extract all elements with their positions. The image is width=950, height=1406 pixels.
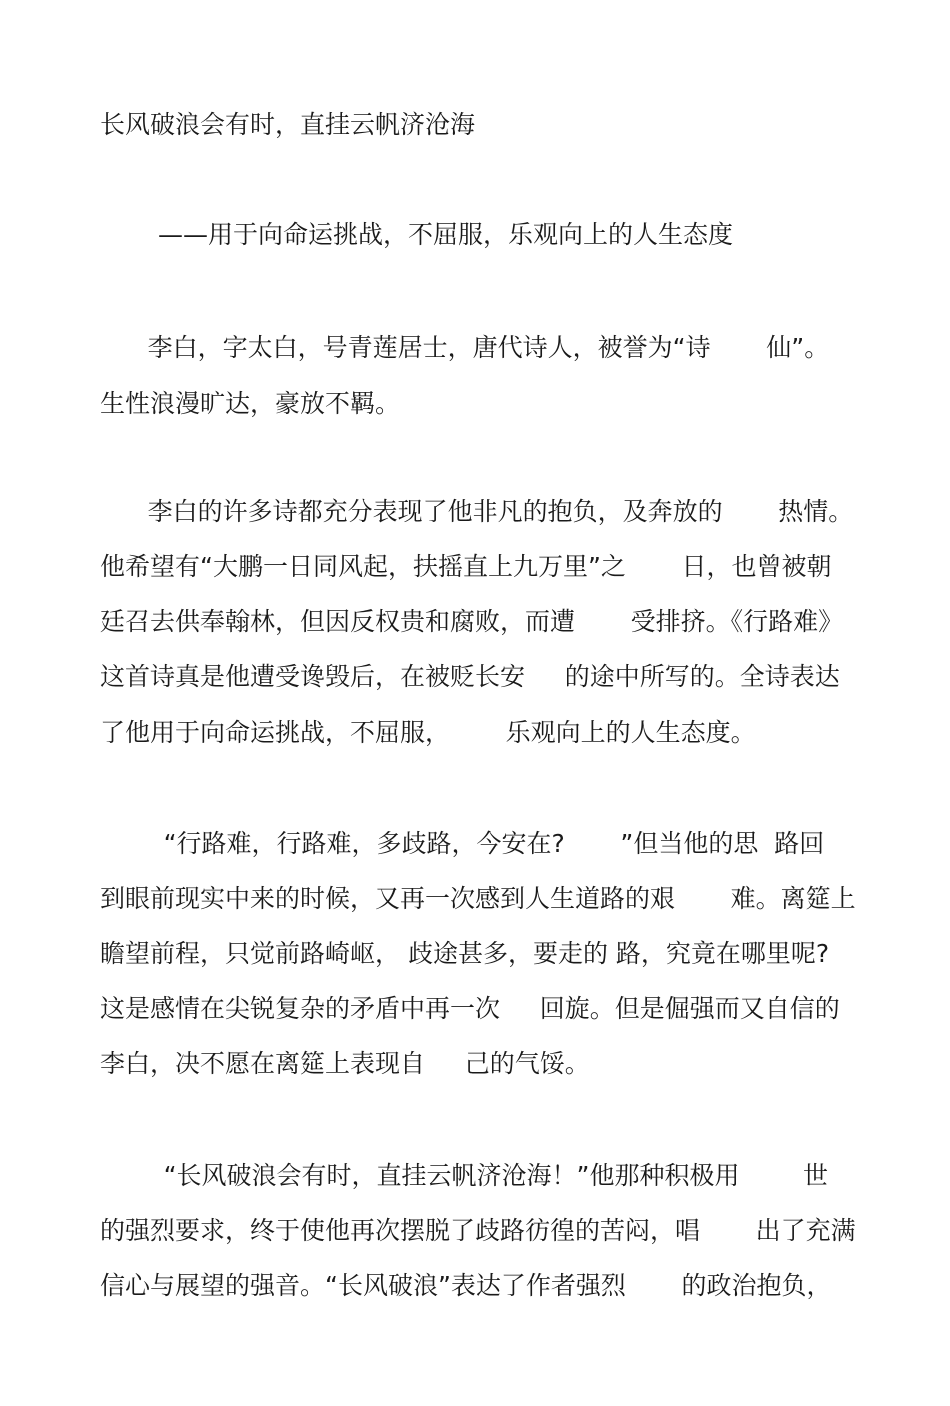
paragraph-1-line-1: 李白，字太白，号青莲居士，唐代诗人，被誉为“诗 仙”。 bbox=[100, 333, 830, 362]
paragraph-4-line-2: 的强烈要求，终于使他再次摆脱了歧路彷徨的苦闷，唱 出了充满 bbox=[100, 1216, 856, 1245]
paragraph-2-line-2: 他希望有“大鹏一日同风起，扶摇直上九万里”之 日，也曾被朝 bbox=[100, 552, 832, 581]
paragraph-3-line-5: 李白，决不愿在离筵上表现自 己的气馁。 bbox=[100, 1049, 590, 1078]
paragraph-2-line-1: 李白的许多诗都充分表现了他非凡的抱负，及奔放的 热情。 bbox=[100, 497, 854, 526]
paragraph-4-line-3: 信心与展望的强音。“长风破浪”表达了作者强烈 的政治抱负， bbox=[100, 1271, 832, 1300]
document-title: 长风破浪会有时，直挂云帆济沧海 bbox=[100, 110, 476, 139]
paragraph-3-line-3: 瞻望前程，只觉前路崎岖， 歧途甚多，要走的 路，究竟在哪里呢? bbox=[100, 939, 830, 968]
paragraph-2-line-3: 廷召去供奉翰林，但因反权贵和腐败，而遭 受排挤。《行路难》 bbox=[100, 607, 844, 636]
document-subtitle: ——用于向命运挑战，不屈服，乐观向上的人生态度 bbox=[158, 220, 734, 249]
paragraph-3-line-2: 到眼前现实中来的时候，又再一次感到人生道路的艰 难。离筵上 bbox=[100, 884, 856, 913]
paragraph-3-line-1: “行路难，行路难，多歧路，今安在? ”但当他的思 路回 bbox=[100, 829, 825, 858]
paragraph-1-line-2: 生性浪漫旷达，豪放不羁。 bbox=[100, 389, 401, 418]
paragraph-2-line-4: 这首诗真是他遭受谗毁后，在被贬长安 的途中所写的。全诗表达 bbox=[100, 662, 840, 691]
paragraph-2-line-5: 了他用于向命运挑战，不屈服， 乐观向上的人生态度。 bbox=[100, 718, 756, 747]
paragraph-3-line-4: 这是感情在尖锐复杂的矛盾中再一次 回旋。但是倔强而又自信的 bbox=[100, 994, 840, 1023]
paragraph-4-line-1: “长风破浪会有时，直挂云帆济沧海！”他那种积极用 世 bbox=[100, 1161, 829, 1190]
